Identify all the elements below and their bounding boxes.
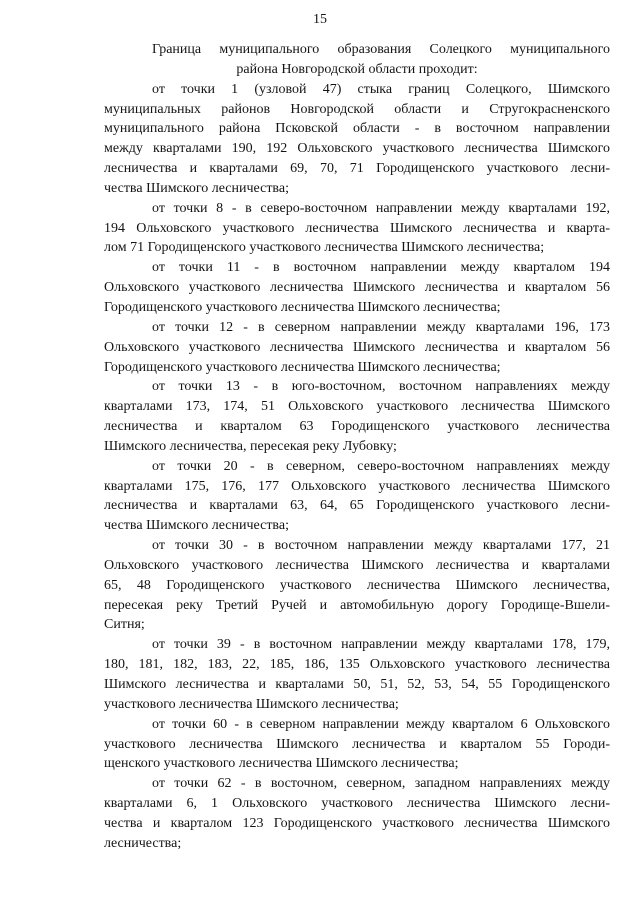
- text-line: между кварталами 190, 192 Ольховского участкового лесничества Шимского: [104, 141, 610, 157]
- text-line: Городищенского участкового лесничества Шимского лесничества;: [104, 299, 501, 315]
- text-line: муниципального района Псковской области - в восточном направлении: [104, 121, 610, 137]
- paragraph: [104, 715, 610, 775]
- paragraph: [104, 536, 610, 635]
- text-line: лом 71 Городищенского участкового лесничества Шимского лесничества;: [104, 240, 545, 256]
- text-line: района Новгородской области проходит:: [236, 61, 478, 77]
- page-number: 15: [313, 12, 327, 27]
- text-line: 194 Ольховского участкового лесничества Шимского лесничества и кварта-: [104, 220, 610, 236]
- text-line: от точки 39 - в восточном направлении между кварталами 178, 179,: [152, 637, 610, 653]
- text-line: лесничества и кварталами 63, 64, 65 Городищенского участкового лесни-: [104, 498, 610, 514]
- text-line: лесничества и кварталом 63 Городищенского участкового лесничества: [104, 419, 610, 435]
- text-line: пересекая реку Третий Ручей и автомобильную дорогу Городище-Вшели-: [104, 597, 610, 613]
- paragraph: [104, 635, 610, 714]
- text-line: муниципальных районов Новгородской области и Стругокрасненского: [104, 101, 610, 117]
- text-line: от точки 20 - в северном, северо-восточном направлениях между: [152, 458, 610, 474]
- text-line: Шимского лесничества, пересекая реку Лубовку;: [104, 438, 397, 454]
- text-line: Ольховского участкового лесничества Шимского лесничества и кварталом 56: [104, 339, 610, 355]
- text-line: Ольховского участкового лесничества Шимского лесничества и кварталами: [104, 557, 610, 573]
- paragraph: [104, 457, 610, 536]
- text-line: чества Шимского лесничества;: [104, 180, 289, 196]
- text-line: от точки 62 - в восточном, северном, западном направлениях между: [152, 776, 610, 792]
- text-line: от точки 13 - в юго-восточном, восточном направлениях между: [152, 379, 610, 395]
- paragraph: [104, 80, 610, 199]
- text-line: Шимского лесничества и кварталами 50, 51, 52, 53, 54, 55 Городищенского: [104, 677, 610, 692]
- text-line: Ситня;: [104, 617, 145, 633]
- text-line: участкового лесничества Шимского лесничества и кварталом 55 Городи-: [104, 736, 610, 752]
- paragraph: [104, 199, 610, 259]
- text-line: чества и кварталом 123 Городищенского участкового лесничества Шимского: [104, 815, 610, 831]
- text-line: лесничества;: [104, 835, 182, 851]
- text-line: кварталами 173, 174, 51 Ольховского участкового лесничества Шимского: [104, 399, 610, 415]
- paragraph: [104, 774, 610, 853]
- text-line: от точки 60 - в северном направлении между кварталом 6 Ольховского: [152, 716, 610, 732]
- paragraph: [104, 258, 610, 318]
- text-line: 65, 48 Городищенского участкового лесничества Шимского лесничества,: [104, 577, 610, 593]
- text-line: лесничества и кварталами 69, 70, 71 Городищенского участкового лесни-: [104, 161, 610, 177]
- text-line: кварталами 175, 176, 177 Ольховского участкового лесничества Шимского: [104, 478, 610, 494]
- text-line: Городищенского участкового лесничества Шимского лесничества;: [104, 359, 501, 375]
- text-line: 180, 181, 182, 183, 22, 185, 186, 135 Ольховского участкового лесничества: [104, 657, 610, 673]
- text-line: от точки 30 - в восточном направлении между кварталами 177, 21: [152, 538, 610, 554]
- document-body: [104, 40, 610, 854]
- text-line: от точки 8 - в северо-восточном направлении между кварталами 192,: [152, 200, 610, 216]
- text-line: чества Шимского лесничества;: [104, 518, 289, 534]
- paragraph: [104, 377, 610, 456]
- text-line: от точки 12 - в северном направлении между кварталами 196, 173: [152, 319, 610, 335]
- text-line: Ольховского участкового лесничества Шимского лесничества и кварталом 56: [104, 280, 610, 296]
- paragraph: [104, 318, 610, 378]
- text-line: кварталами 6, 1 Ольховского участкового лесничества Шимского лесни-: [104, 796, 610, 812]
- paragraph: [104, 40, 610, 80]
- text-line: от точки 1 (узловой 47) стыка границ Солецкого, Шимского: [152, 81, 610, 97]
- text-line: от точки 11 - в восточном направлении между кварталом 194: [152, 260, 610, 276]
- text-line: участкового лесничества Шимского лесничества;: [104, 696, 399, 712]
- text-line: щенского участкового лесничества Шимского лесничества;: [104, 756, 459, 772]
- text-line: Граница муниципального образования Солецкого муниципального: [152, 42, 610, 57]
